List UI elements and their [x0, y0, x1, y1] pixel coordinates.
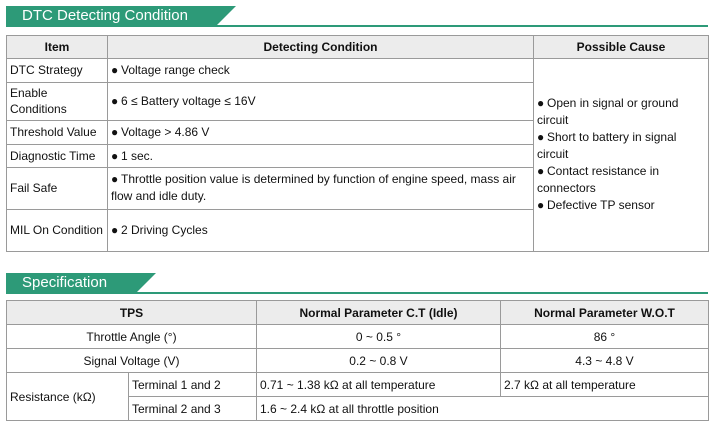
- terminal-1-2-label: Terminal 1 and 2: [129, 373, 257, 397]
- spec-header-tps: TPS: [7, 301, 257, 325]
- list-item: [537, 197, 705, 214]
- dtc-item-cell: Fail Safe: [7, 168, 108, 209]
- table-row: [7, 325, 709, 349]
- spec-section-title-text: Specification: [22, 274, 108, 291]
- table-row: [7, 58, 709, 82]
- dtc-condition-cell: [108, 82, 534, 120]
- dtc-condition-text: Throttle position value is determined by function of engine speed, mass air flow and idle duty.: [111, 172, 516, 204]
- spec-section-title: [6, 273, 136, 293]
- dtc-item-cell: Enable Conditions: [7, 82, 108, 120]
- bullet-icon: ●: [111, 94, 119, 109]
- signal-voltage-idle: 0.2 ~ 0.8 V: [257, 349, 501, 373]
- dtc-item-cell: Diagnostic Time: [7, 144, 108, 168]
- spec-table: [6, 300, 709, 421]
- cause-text: Defective TP sensor: [547, 198, 655, 213]
- dtc-item-cell: DTC Strategy: [7, 58, 108, 82]
- dtc-item-cell: MIL On Condition: [7, 209, 108, 251]
- table-row: [7, 349, 709, 373]
- resistance-label: Resistance (kΩ): [7, 373, 129, 421]
- dtc-condition-cell: [108, 209, 534, 251]
- cause-text: Short to battery in signal circuit: [537, 130, 677, 162]
- dtc-condition-text: Voltage range check: [121, 63, 230, 78]
- dtc-condition-text: 6 ≤ Battery voltage ≤ 16V: [121, 94, 256, 109]
- dtc-section-title-text: DTC Detecting Condition: [22, 7, 188, 24]
- spec-header-wot: Normal Parameter W.O.T: [501, 301, 709, 325]
- dtc-condition-text: Voltage > 4.86 V: [121, 125, 210, 140]
- dtc-section-title: [6, 6, 216, 26]
- dtc-condition-cell: [108, 144, 534, 168]
- bullet-icon: ●: [111, 63, 119, 78]
- bullet-icon: ●: [537, 164, 545, 179]
- terminal-2-3-label: Terminal 2 and 3: [129, 397, 257, 421]
- signal-voltage-label: Signal Voltage (V): [7, 349, 257, 373]
- list-item: [537, 163, 705, 197]
- dtc-item-cell: Threshold Value: [7, 120, 108, 144]
- cause-text: Contact resistance in connectors: [537, 164, 660, 196]
- throttle-angle-wot: 86 °: [501, 325, 709, 349]
- signal-voltage-wot: 4.3 ~ 4.8 V: [501, 349, 709, 373]
- dtc-condition-text: 1 sec.: [121, 148, 154, 163]
- dtc-header-item: Item: [7, 36, 108, 59]
- bullet-icon: ●: [537, 130, 545, 145]
- dtc-header-rule: [6, 25, 708, 27]
- cause-text: Open in signal or ground circuit: [537, 96, 679, 128]
- bullet-icon: ●: [111, 223, 119, 238]
- dtc-condition-cell: [108, 168, 534, 209]
- bullet-icon: ●: [111, 172, 119, 187]
- dtc-cause-cell: [534, 58, 709, 251]
- bullet-icon: ●: [537, 198, 545, 213]
- throttle-angle-idle: 0 ~ 0.5 °: [257, 325, 501, 349]
- bullet-icon: ●: [111, 125, 119, 140]
- throttle-angle-label: Throttle Angle (°): [7, 325, 257, 349]
- table-row: [7, 373, 709, 397]
- dtc-condition-cell: [108, 120, 534, 144]
- dtc-header-cause: Possible Cause: [534, 36, 709, 59]
- terminal-2-3-value: 1.6 ~ 2.4 kΩ at all throttle position: [257, 397, 709, 421]
- bullet-icon: ●: [111, 148, 119, 163]
- list-item: [537, 95, 705, 129]
- dtc-condition-text: 2 Driving Cycles: [121, 223, 208, 238]
- terminal-1-2-wot: 2.7 kΩ at all temperature: [501, 373, 709, 397]
- spec-header-idle: Normal Parameter C.T (Idle): [257, 301, 501, 325]
- list-item: [537, 129, 705, 163]
- dtc-table: [6, 35, 709, 252]
- dtc-condition-cell: [108, 58, 534, 82]
- dtc-header-condition: Detecting Condition: [108, 36, 534, 59]
- terminal-1-2-idle: 0.71 ~ 1.38 kΩ at all temperature: [257, 373, 501, 397]
- spec-header-rule: [6, 292, 708, 294]
- bullet-icon: ●: [537, 96, 545, 111]
